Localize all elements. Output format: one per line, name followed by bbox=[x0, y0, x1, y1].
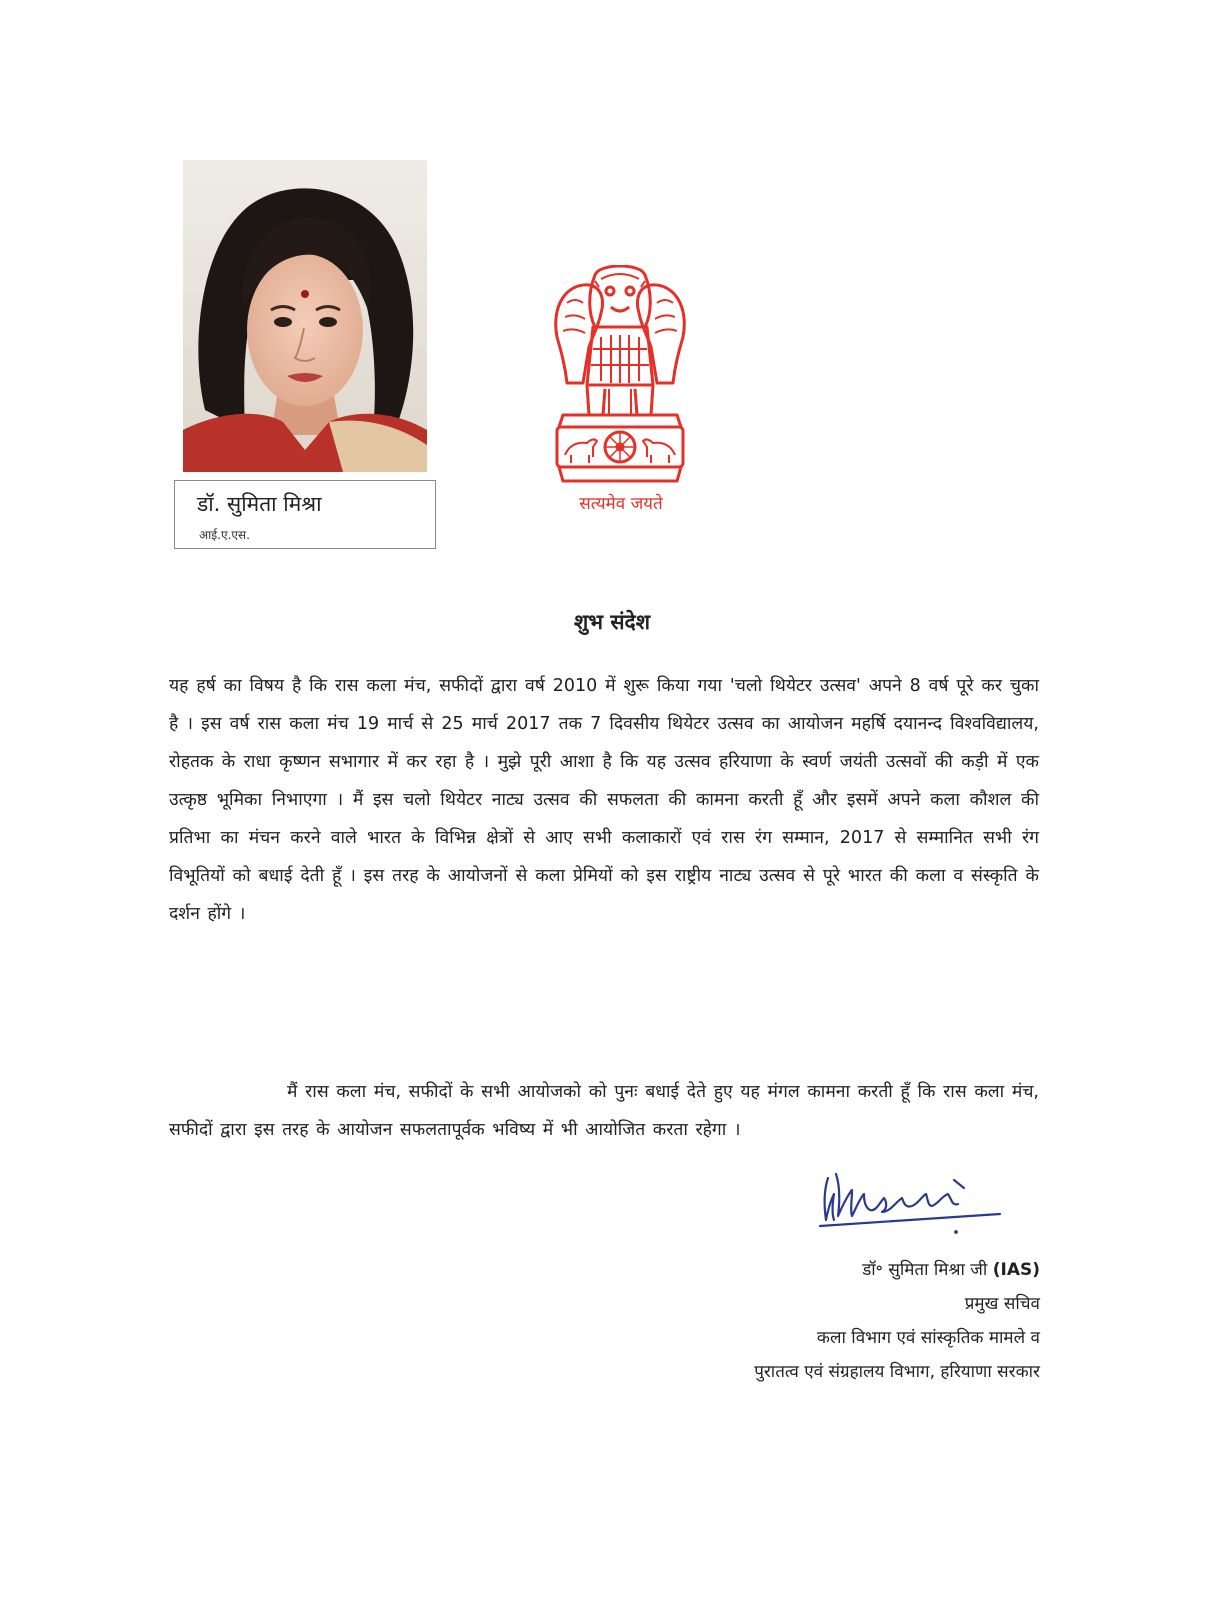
national-emblem-icon bbox=[549, 265, 691, 489]
signatory-ias: (IAS) bbox=[992, 1260, 1040, 1280]
signatory-department-1: कला विभाग एवं सांस्कृतिक मामले व bbox=[816, 1328, 1040, 1348]
signatory-name: डॉ॰ सुमिता मिश्रा जी bbox=[862, 1260, 988, 1280]
signatory-name-line bbox=[560, 1253, 1040, 1287]
emblem-motto: सत्यमेव जयते bbox=[579, 494, 663, 514]
person-qualification: आई.ए.एस. bbox=[199, 528, 250, 542]
portrait-image bbox=[183, 160, 427, 472]
portrait-photo bbox=[183, 160, 427, 472]
name-card bbox=[174, 480, 436, 549]
message-paragraph-2: मैं रास कला मंच, सफीदों के सभी आयोजको को पुनः बधाई देते हुए यह मंगल कामना करती हूँ कि रास कला मंच, सफीदों द्वारा इस तरह के आयोजन सफलतापूर्वक भविष्य में भी आयोजित करता रहेगा । bbox=[169, 1082, 1039, 1140]
message-paragraph-1: यह हर्ष का विषय है कि रास कला मंच, सफीदों द्वारा वर्ष 2010 में शुरू किया गया 'चलो थियेटर उत्सव' अपने 8 वर्ष पूरे कर चुका है । इस वर्ष रास कला मंच 19 मार्च से 25 मार्च 2017 तक 7 दिवसीय थियेटर उत्सव का आयोजन महर्षि दयानन्द विश्वविद्यालय, रोहतक के राधा कृष्णन सभागार में कर रहा है । मुझे पूरी आशा है कि यह उत्सव हरियाणा के स्वर्ण जयंती उत्सवों की कड़ी में एक उत्कृष्ठ भूमिका निभाएगा । मैं इस चलो थियेटर नाट्य उत्सव की सफलता की कामना करती हूँ और इसमें अपने कला कौशल की प्रतिभा का मंचन करने वाले भारत के विभिन्न क्षेत्रों से आए सभी कलाकारों एवं रास रंग सम्मान, 2017 से सम्मानित सभी रंग विभूतियों को बधाई देती हूँ । इस तरह के आयोजनों से कला प्रेमियों को इस राष्ट्रीय नाट्य उत्सव से पूरे भारत की कला व संस्कृति के दर्शन होंगे । bbox=[169, 676, 1039, 924]
handwritten-signature bbox=[818, 1168, 1003, 1236]
signatory-department-2: पुरातत्व एवं संग्रहालय विभाग, हरियाणा सरकार bbox=[754, 1362, 1040, 1382]
signature-block bbox=[560, 1253, 1040, 1389]
person-name: डॉ. सुमिता मिश्रा bbox=[197, 492, 322, 516]
signatory-designation: प्रमुख सचिव bbox=[964, 1294, 1040, 1314]
message-title: शुभ संदेश bbox=[574, 610, 650, 634]
